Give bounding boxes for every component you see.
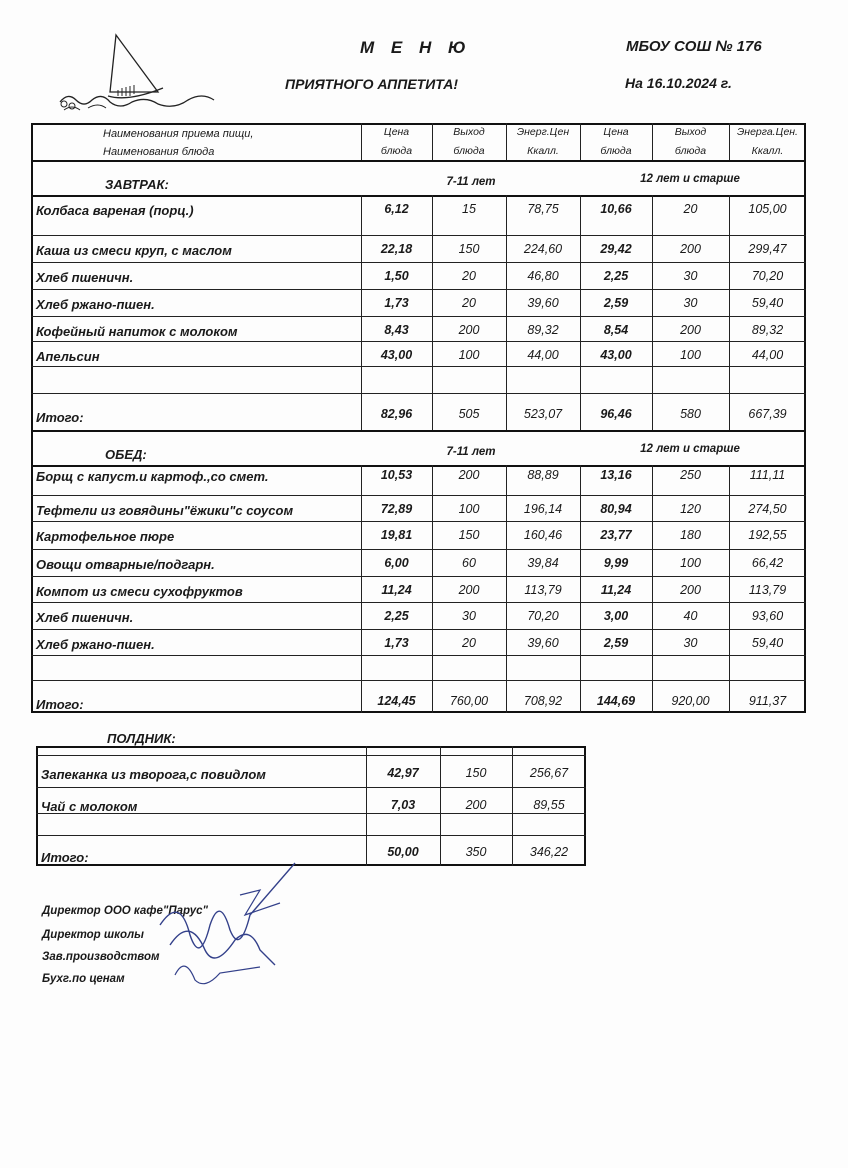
menu-item-value: 20 [462,269,476,283]
menu-date: На 16.10.2024 г. [625,75,732,91]
total-value: 760,00 [449,694,489,708]
column-header: Ккалл. [527,145,559,157]
menu-item-value: 23,77 [600,528,632,542]
total-value: 96,46 [600,407,632,421]
menu-item-value: 59,40 [751,636,784,650]
menu-item-value: 10,66 [600,202,632,216]
menu-item-value: 59,40 [751,296,784,310]
table-column-rule [580,195,581,430]
menu-item-value: 9,99 [603,556,629,570]
menu-item-name: Запеканка из творога,с повидлом [41,767,266,782]
section-end-rule [31,430,806,432]
menu-item-value: 200 [458,323,480,337]
total-value: 523,07 [523,407,563,421]
menu-item-value: 6,12 [384,202,409,216]
row-rule [36,755,586,756]
menu-item-value: 39,60 [527,636,559,650]
total-value: 920,00 [671,694,710,708]
menu-item-value: 89,32 [751,323,784,337]
menu-subtitle: ПРИЯТНОГО АППЕТИТА! [285,76,459,92]
menu-item-value: 8,54 [603,323,629,337]
header-rule [31,160,806,162]
total-label: Итого: [36,697,84,712]
menu-item-value: 66,42 [751,556,784,570]
school-name: МБОУ СОШ № 176 [626,38,762,55]
row-rule [31,235,806,236]
menu-item-value: 88,89 [527,468,559,482]
menu-item-name: Хлеб пшеничн. [36,610,134,625]
menu-item-value: 150 [458,528,480,542]
menu-item-name: Компот из смеси сухофруктов [36,584,243,599]
total-value: 144,69 [596,694,636,708]
row-rule [31,366,806,367]
menu-item-value: 113,79 [748,583,787,597]
total-value: 580 [680,407,701,421]
menu-item-value: 46,80 [527,269,559,283]
menu-item-name: Овощи отварные/подгарн. [36,557,215,572]
menu-item-value: 200 [680,242,701,256]
menu-item-value: 105,00 [748,202,787,216]
menu-item-name: Кофейный напиток с молоком [36,324,238,339]
menu-item-value: 160,46 [523,528,563,542]
menu-item-name: Хлеб ржано-пшен. [36,637,155,652]
menu-item-value: 2,59 [603,296,629,310]
section-header-rule [31,195,806,197]
menu-item-value: 10,53 [380,468,413,482]
age-group-label: 12 лет и старше [640,173,740,185]
row-rule [31,576,806,577]
column-header: блюда [600,145,632,157]
menu-item-value: 44,00 [527,348,559,362]
row-rule [31,495,806,496]
menu-item-value: 200 [458,468,480,482]
column-header: Выход [674,126,707,138]
menu-item-value: 29,42 [600,242,632,256]
row-rule [31,289,806,290]
menu-item-value: 42,97 [387,766,419,780]
row-rule [31,393,806,394]
menu-item-value: 250 [680,468,701,482]
age-group-label: 7-11 лет [446,446,496,458]
menu-item-value: 89,55 [533,798,565,812]
column-header: блюда [674,145,707,157]
menu-item-value: 100 [458,502,480,516]
table-column-rule [432,195,433,430]
menu-item-value: 6,00 [384,556,409,570]
menu-item-value: 113,79 [524,583,562,597]
menu-item-value: 120 [680,502,701,516]
menu-item-value: 20 [462,636,476,650]
menu-item-value: 1,50 [384,269,409,283]
menu-item-name: Чай с молоком [41,799,138,814]
total-value: 505 [458,407,480,421]
column-header: Ккалл. [751,145,784,157]
menu-item-value: 200 [680,323,701,337]
menu-item-value: 11,24 [600,583,632,597]
menu-item-value: 100 [458,348,480,362]
menu-item-value: 192,55 [748,528,787,542]
menu-item-value: 93,60 [751,609,784,623]
signature-director-school: Директор школы [42,929,144,941]
signature-director-cafe: Директор ООО кафе"Парус" [42,905,208,917]
menu-item-value: 200 [465,798,487,812]
menu-item-value: 22,18 [380,242,413,256]
column-header-name: Наименования приема пищи, [103,128,254,140]
age-group-label: 7-11 лет [446,176,496,188]
menu-item-value: 70,20 [751,269,784,283]
menu-item-value: 40 [683,609,698,623]
menu-item-value: 2,25 [603,269,629,283]
menu-item-value: 39,60 [527,296,559,310]
column-header: Цена [603,126,629,138]
menu-item-value: 78,75 [527,202,559,216]
total-value: 346,22 [529,845,569,859]
menu-item-value: 20 [683,202,698,216]
row-rule [31,521,806,522]
table-column-rule [506,195,507,430]
section-label: ЗАВТРАК: [105,177,169,192]
row-rule [31,262,806,263]
row-rule [31,629,806,630]
menu-item-value: 1,73 [384,636,409,650]
age-group-label: 12 лет и старше [640,443,740,455]
signature-head-production: Зав.производством [42,951,160,963]
menu-item-value: 100 [680,556,701,570]
menu-item-value: 44,00 [751,348,784,362]
handwritten-signature [150,855,300,995]
menu-item-value: 70,20 [527,609,559,623]
row-rule [31,549,806,550]
column-header: Выход [453,126,485,138]
menu-item-value: 3,00 [603,609,629,623]
menu-item-value: 80,94 [600,502,632,516]
menu-item-value: 200 [458,583,480,597]
menu-item-value: 60 [462,556,476,570]
menu-item-value: 30 [683,636,698,650]
column-header: блюда [453,145,485,157]
menu-item-name: Колбаса вареная (порц.) [36,203,194,218]
menu-item-value: 196,14 [523,502,563,516]
menu-item-value: 43,00 [600,348,632,362]
menu-item-name: Апельсин [36,349,100,364]
menu-item-value: 11,24 [381,583,412,597]
menu-item-value: 224,60 [523,242,563,256]
menu-item-value: 39,84 [527,556,559,570]
table-column-rule [729,195,730,430]
menu-item-name: Картофельное пюре [36,529,175,544]
total-value: 50,00 [387,845,419,859]
row-rule [31,655,806,656]
menu-item-value: 100 [680,348,701,362]
column-header-name: Наименования блюда [103,146,215,158]
section-header-rule [31,465,806,467]
sailboat-logo-icon [58,30,218,115]
row-rule [31,602,806,603]
menu-item-value: 2,25 [384,609,409,623]
menu-item-value: 150 [458,242,480,256]
menu-item-value: 30 [683,269,698,283]
menu-item-value: 89,32 [527,323,559,337]
menu-item-name: Хлеб ржано-пшен. [36,297,155,312]
menu-item-value: 20 [462,296,476,310]
signature-accountant: Бухг.по ценам [42,973,125,985]
menu-item-value: 19,81 [380,528,413,542]
menu-item-value: 2,59 [603,636,629,650]
row-rule [31,341,806,342]
row-rule [36,835,586,836]
menu-item-value: 299,47 [748,242,787,256]
total-value: 124,45 [377,694,416,708]
menu-item-value: 30 [683,296,698,310]
menu-item-value: 72,89 [380,502,413,516]
table-column-rule [361,195,362,430]
menu-item-value: 15 [462,202,476,216]
menu-item-value: 1,73 [384,296,409,310]
menu-item-value: 30 [462,609,476,623]
menu-item-name: Хлеб пшеничн. [36,270,134,285]
menu-item-value: 111,11 [749,468,786,482]
menu-item-value: 150 [465,766,487,780]
column-header: Энерга.Цен. [737,126,798,138]
menu-item-value: 43,00 [380,348,413,362]
menu-item-name: Борщ с капуст.и картоф.,со смет. [36,469,269,484]
total-label: Итого: [41,850,89,865]
menu-item-name: Каша из смеси круп, с маслом [36,243,232,258]
menu-item-value: 180 [680,528,701,542]
column-header: Цена [383,126,410,138]
total-value: 82,96 [380,407,413,421]
total-value: 708,92 [523,694,563,708]
menu-item-value: 200 [680,583,701,597]
menu-item-value: 7,03 [390,798,416,812]
menu-item-value: 256,67 [529,766,569,780]
total-value: 667,39 [748,407,787,421]
row-rule [36,787,586,788]
table-column-rule [652,195,653,430]
menu-title: М Е Н Ю [360,38,472,57]
section-label: ПОЛДНИК: [107,731,176,746]
menu-item-name: Тефтели из говядины"ёжики"с соусом [36,503,294,518]
total-value: 350 [465,845,487,859]
column-header: Энерг.Цен [516,126,570,138]
column-header: блюда [380,145,413,157]
total-label: Итого: [36,410,84,425]
row-rule [31,680,806,681]
total-value: 911,37 [748,694,787,708]
row-rule [31,316,806,317]
menu-item-value: 8,43 [384,323,409,337]
section-label: ОБЕД: [105,447,147,462]
menu-item-value: 274,50 [748,502,787,516]
menu-item-value: 13,16 [600,468,632,482]
